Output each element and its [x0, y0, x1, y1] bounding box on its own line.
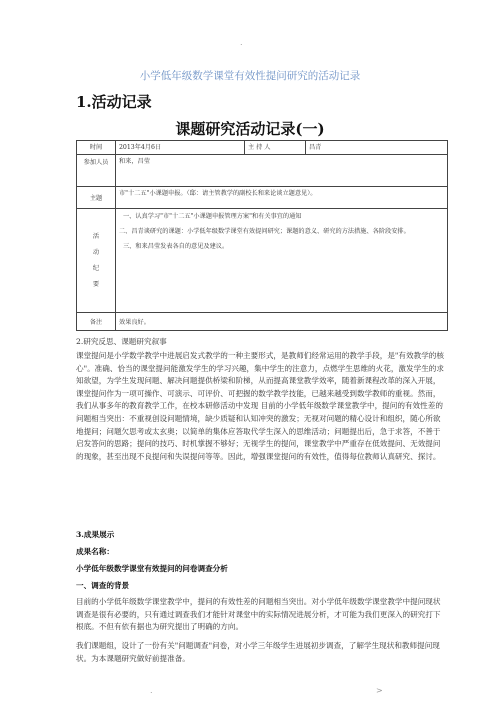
activity-item-1: 一、认真学习"市"十二五"小课题申报管理方案"和有关事宜的通知: [123, 213, 302, 220]
activity-record-table: [76, 140, 448, 331]
theme-label: 主题: [77, 187, 116, 209]
survey-background-para2: 我们课题组，设计了一份有关"问题调查"问卷，对小学三年级学生进展初步调查，了解学生现状和教师提问现状。为本课题研究做好前提准备。: [76, 641, 440, 663]
remark-value: 效果良好。: [116, 313, 448, 331]
survey-background-heading: 一、调查的背景: [76, 581, 130, 590]
results-heading: 3.成果展示: [76, 530, 115, 539]
reflection-body: 课堂提问是小学数学教学中进展启发式教学的一种主要形式，是教师们经常运用的教学手段，是"有效教学的核心"。准确、恰当的课堂提问能激发学生的学习兴趣，集中学生的注意力，点燃学生思维的火花，激发学生的求知欲望，为学生发现问题、解决问题提供桥梁和阶梯，从而提高课堂教学效率，随着新课程改革的深入开展，课堂提问作为一项可操作、可演示、可评价、可把握的数学教学技能，已越来越受到数学教师的重视。然而，我们从事多年的教育教学工作，在校本研修活动中发现 目前的小学低年级数学课堂教学中，提问的有效性差的问题相当突出：不重视创设问题情境，缺少质疑和认知冲突的激发；无视对问题的精心设计和组织，随心所欲地提问；问题欠思考或太玄奥；以简单的集体应答取代学生深入的思维活动；问题提出后，急于求答，不善于启发答问的思路；提问的技巧、时机掌握不够好；无视学生的提问，课堂教学中严重存在低效提问、无效提问的现象，甚至出现不良提问和失误提问等等。因此，增强课堂提问的有效性，值得每位教师认真研究、探讨。: [76, 351, 444, 461]
activity-record-heading: 1.活动记录: [76, 93, 152, 111]
result-title: 小学低年级数学课堂有效提问的问卷调查分析: [76, 564, 228, 573]
time-value: 2013年4月6日: [116, 141, 245, 155]
activity-label-text: 活动纪要: [92, 232, 100, 288]
host-label: 主 持 人: [245, 141, 306, 155]
decorative-dot: .: [240, 38, 243, 47]
remark-label: 备注: [77, 313, 116, 331]
page-title: 小学低年级数学课堂有效性提问研究的活动记录: [139, 70, 361, 82]
activity-label: [77, 209, 116, 313]
activity-item-2: 二、昌青谈研究的课题：小学低年级数学课堂有效提问研究；课题的意义、研究的方法措施、各阶段安排。: [119, 228, 410, 235]
reflection-heading: 2.研究反思、课题研究叙事: [76, 337, 167, 346]
result-name-label: 成果名称：: [76, 547, 114, 556]
decorative-dot: >: [376, 686, 383, 695]
activity-summary: [116, 209, 448, 313]
decorative-dot: .: [150, 686, 153, 695]
time-label: 时间: [77, 141, 116, 155]
theme-value: 市"十二五"小课题申报。（邸：请主管教学的副校长和来论谈立题意见）。: [116, 187, 448, 209]
survey-background-para1: 目前的小学低年级数学课堂教学中，提问的有效性差的问题相当突出。对小学低年级数学课堂教学中提问现状调查是很有必要的，只有通过调查我们才能针对课堂中的实际情况进展分析，才可能为我们更深入的研究打下根底。不但有依有据也为研究提出了明确的方向。: [76, 597, 441, 632]
activity-item-3: 三、和来昌莹发表各自的意见及建议。: [123, 243, 229, 250]
record-title: 课题研究活动记录(一): [175, 120, 325, 138]
participants-value: 和来，昌莹: [116, 155, 448, 187]
host-value: 昌青: [306, 141, 448, 155]
participants-label: 参加人员: [77, 155, 116, 187]
